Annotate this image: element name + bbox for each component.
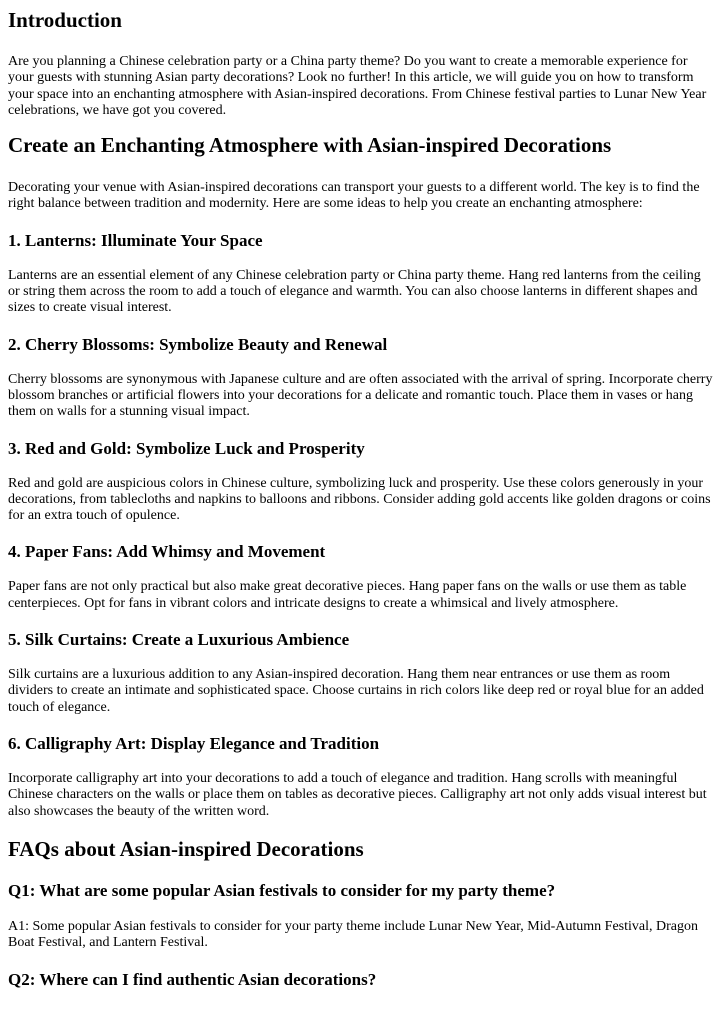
section-paragraph-lanterns: Lanterns are an essential element of any Chinese celebration party or China party theme. Hang red lanterns from the ceiling or string them across the room to add a touch of elegance and warmth. You can also choose lanterns in different shapes and sizes to create visual interest. xyxy=(8,267,701,316)
section-heading-lanterns: 1. Lanterns: Illuminate Your Space xyxy=(8,230,263,250)
section-heading-paper-fans: 4. Paper Fans: Add Whimsy and Movement xyxy=(8,542,326,562)
faq-question-1: Q1: What are some popular Asian festivals to consider for my party theme? xyxy=(8,880,556,900)
section-paragraph-calligraphy-art: Incorporate calligraphy art into your decorations to add a touch of elegance and tradition. Hang scrolls with meaningful Chinese characters on the walls or place them on tables as decorative pieces. Calligraphy art not only adds visual interest but also showcases the beauty of the written word. xyxy=(8,770,707,819)
introduction-paragraph: Are you planning a Chinese celebration party or a China party theme? Do you want to create a memorable experience for your guests with stunning Asian party decorations? Look no further! In this article, we will guide you on how to transform your space into an enchanting atmosphere with Asian-inspired decorations. From Chinese festival parties to Lunar New Year celebrations, we have got you covered. xyxy=(8,54,707,118)
atmosphere-paragraph: Decorating your venue with Asian-inspired decorations can transport your guests to a different world. The key is to find the right balance between tradition and modernity. Here are some ideas to help you create an enchanting atmosphere: xyxy=(8,180,700,212)
section-heading-red-and-gold: 3. Red and Gold: Symbolize Luck and Prosperity xyxy=(8,438,365,458)
section-paragraph-red-and-gold: Red and gold are auspicious colors in Chinese culture, symbolizing luck and prosperity. Use these colors generously in your decorations, from tablecloths and napkins to balloons and ribbons. Consider adding gold accents like golden dragons or coins for an extra touch of opulence. xyxy=(8,475,711,524)
article xyxy=(0,8,714,990)
section-paragraph-cherry-blossoms: Cherry blossoms are synonymous with Japanese culture and are often associated with the arrival of spring. Incorporate cherry blossom branches or artificial flowers into your decorations for a delicate and romantic touch. Place them in vases or hang them on walls for a stunning visual impact. xyxy=(8,371,713,420)
section-heading-silk-curtains: 5. Silk Curtains: Create a Luxurious Ambience xyxy=(8,630,350,650)
faq-heading: FAQs about Asian-inspired Decorations xyxy=(8,836,364,861)
atmosphere-heading: Create an Enchanting Atmosphere with Asian-inspired Decorations xyxy=(8,133,612,158)
section-paragraph-paper-fans: Paper fans are not only practical but also make great decorative pieces. Hang paper fans on the walls or use them as table centerpieces. Opt for fans in vibrant colors and intricate designs to create a whimsical and lively atmosphere. xyxy=(8,579,687,611)
faq-answer-1: A1: Some popular Asian festivals to consider for your party theme include Lunar New Year, Mid-Autumn Festival, Dragon Boat Festival, and Lantern Festival. xyxy=(8,918,698,951)
faq-question-2: Q2: Where can I find authentic Asian decorations? xyxy=(8,970,377,990)
introduction-heading: Introduction xyxy=(8,8,122,32)
section-heading-cherry-blossoms: 2. Cherry Blossoms: Symbolize Beauty and Renewal xyxy=(8,334,388,354)
section-paragraph-silk-curtains: Silk curtains are a luxurious addition to any Asian-inspired decoration. Hang them near entrances or use them as room dividers to create an intimate and sophisticated space. Choose curtains in rich colors like deep red or royal blue for an added touch of elegance. xyxy=(8,667,704,715)
section-heading-calligraphy-art: 6. Calligraphy Art: Display Elegance and Tradition xyxy=(8,733,380,753)
